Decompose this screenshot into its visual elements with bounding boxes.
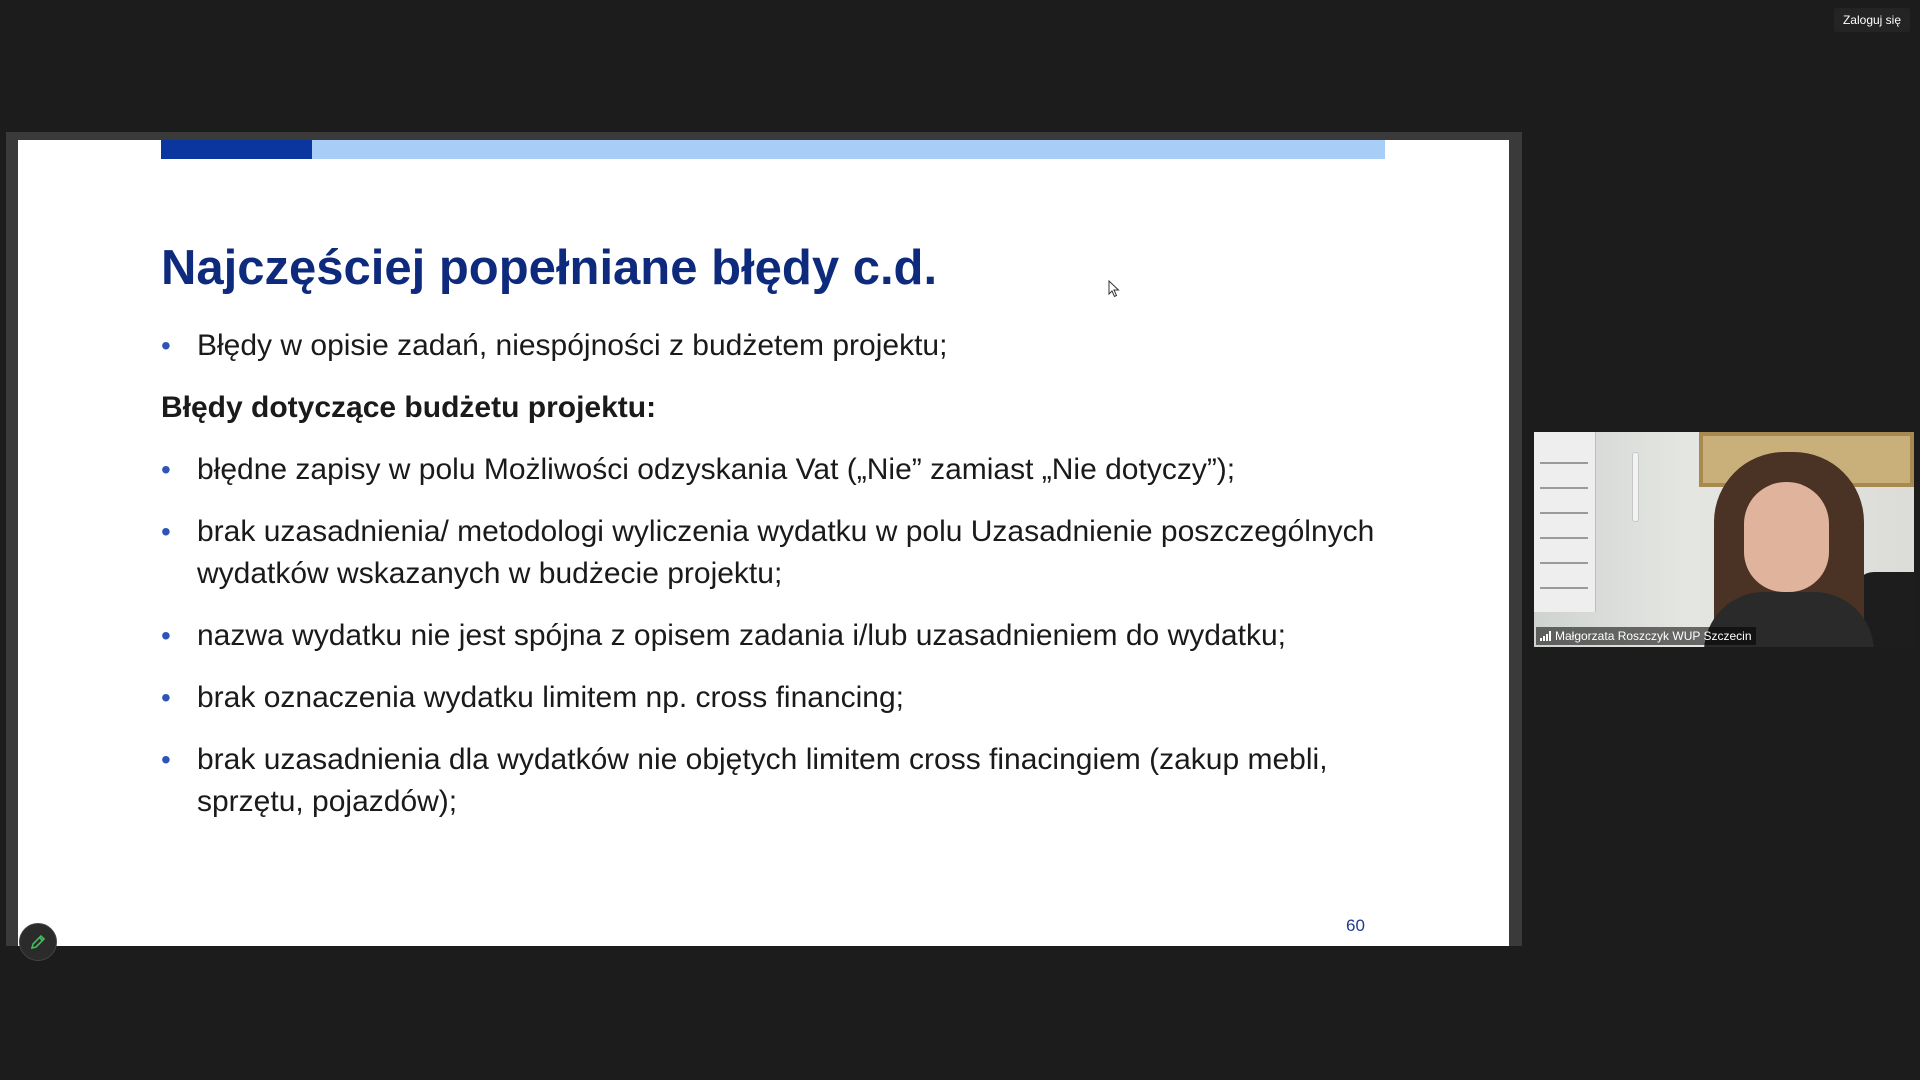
video-thermometer	[1632, 452, 1639, 522]
mouse-pointer-icon	[1108, 280, 1120, 298]
slide-page-number: 60	[1346, 916, 1365, 935]
list-item-text: błędne zapisy w polu Możliwości odzyskania Vat („Nie” zamiast „Nie dotyczy”);	[197, 453, 1236, 486]
list-item	[161, 615, 1401, 657]
list-item-text: brak uzasadnienia dla wydatków nie objętych limitem cross finacingiem (zakup mebli, sprzętu, pojazdów);	[197, 743, 1328, 818]
bullet: •	[161, 516, 171, 547]
bullet: •	[161, 454, 171, 485]
bullet: •	[161, 744, 171, 775]
participant-avatar	[1694, 452, 1874, 647]
bullet: •	[161, 682, 171, 713]
slide-accent-bar-dark	[161, 140, 312, 159]
list-item	[161, 325, 1401, 367]
participant-name: Małgorzata Roszczyk WUP Szczecin	[1555, 629, 1752, 643]
list-item-text: Błędy w opisie zadań, niespójności z budżetem projektu;	[197, 329, 948, 362]
slide-body	[161, 325, 1401, 843]
slide-accent-bar-light	[312, 140, 1385, 159]
login-button[interactable]: Zaloguj się	[1834, 8, 1910, 32]
list-item-text: brak uzasadnienia/ metodologi wyliczenia wydatku w polu Uzasadnienie poszczególnych wydatków wskazanych w budżecie projektu;	[197, 515, 1375, 590]
list-item	[161, 449, 1401, 491]
bullet: •	[161, 330, 171, 361]
participant-video-tile[interactable]	[1534, 432, 1914, 647]
list-item	[161, 511, 1401, 595]
participant-name-tag	[1536, 627, 1756, 645]
list-item	[161, 677, 1401, 719]
bullet: •	[161, 620, 171, 651]
list-item	[161, 739, 1401, 823]
budget-errors-heading: Błędy dotyczące budżetu projektu:	[161, 391, 657, 424]
signal-bars-icon	[1540, 631, 1551, 641]
slide-title: Najczęściej popełniane błędy c.d.	[161, 241, 938, 295]
presentation-slide	[18, 140, 1509, 946]
list-item-text: brak oznaczenia wydatku limitem np. cross financing;	[197, 681, 904, 714]
list-item-text: nazwa wydatku nie jest spójna z opisem zadania i/lub uzasadnieniem do wydatku;	[197, 619, 1286, 652]
pencil-icon	[29, 933, 47, 951]
annotate-button[interactable]	[19, 923, 57, 961]
video-wall-calendar	[1534, 432, 1596, 612]
